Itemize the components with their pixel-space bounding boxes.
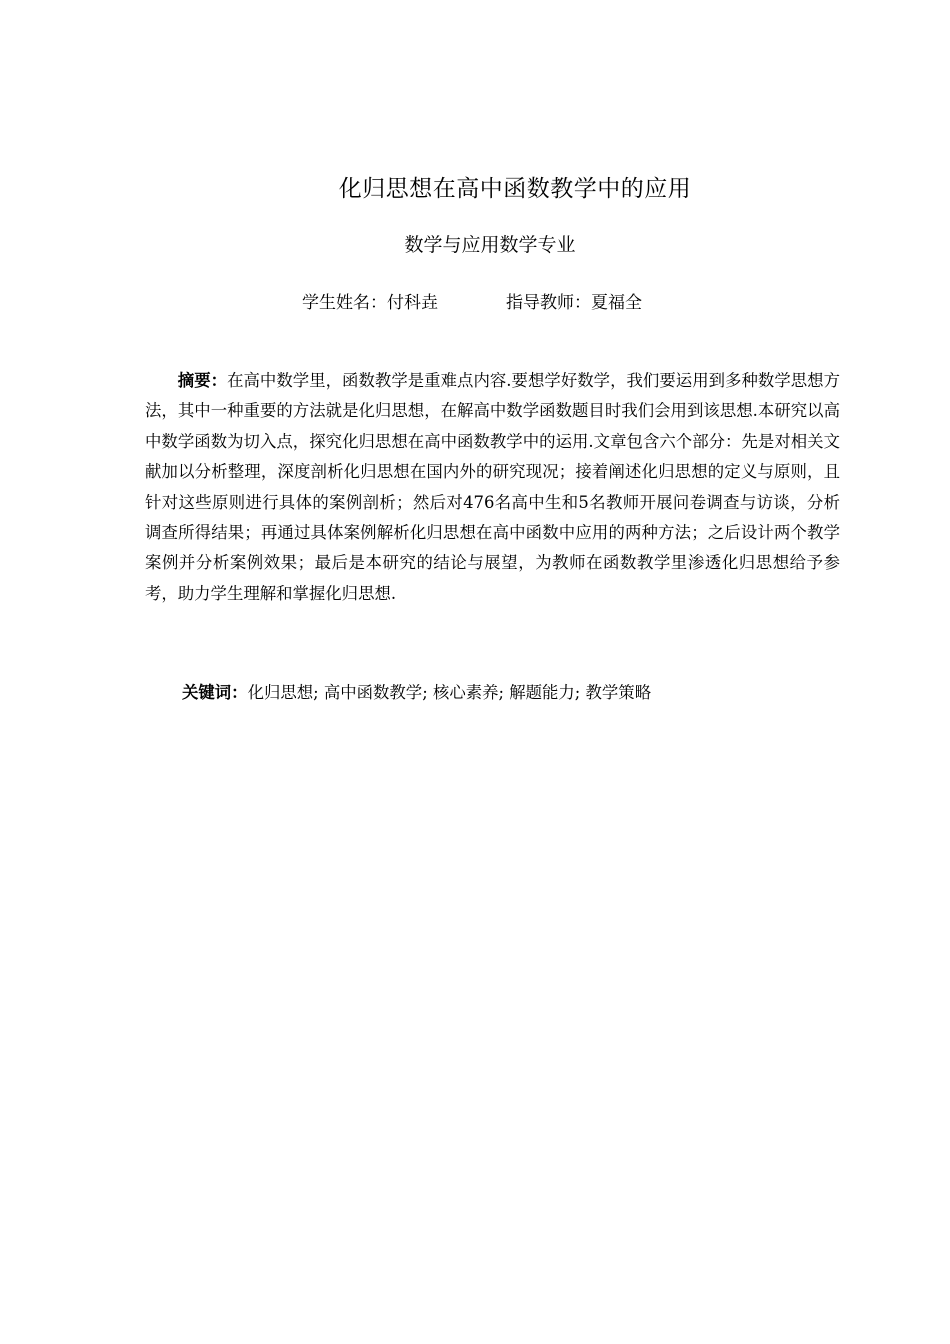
abstract-label: 摘要： [177, 371, 228, 390]
major-subtitle: 数学与应用数学专业 [404, 234, 576, 256]
advisor-name: 夏福全 [591, 293, 642, 313]
advisor-label: 指导教师： [506, 293, 591, 313]
author-line [302, 288, 642, 313]
paper-title: 化归思想在高中函数教学中的应用 [338, 176, 692, 202]
abstract-text: 在高中数学里，函数教学是重难点内容.要想学好数学，我们要运用到多种数学思想方法，其中一种重要的方法就是化归思想，在解高中数学函数题目时我们会用到该思想.本研究以高中数学函数为切入点，探究化归思想在高中函数教学中的运用.文章包含六个部分：先是对相关文献加以分析整理，深度剖析化归思想在国内外的研究现况；接着阐述化归思想的定义与原则，且针对这些原则进行具体的案例剖析；然后对476名高中生和5名教师开展问卷调查与访谈，分析调查所得结果；再通过具体案例解析化归思想在高中函数中应用的两种方法；之后设计两个教学案例并分析案例效果；最后是本研究的结论与展望，为教师在函数教学里渗透化归思想给予参考，助力学生理解和掌握化归思想. [145, 371, 840, 603]
keywords-text: 化归思想; 高中函数教学; 核心素养; 解题能力; 教学策略 [247, 683, 652, 702]
keywords-line [182, 678, 651, 708]
abstract-paragraph [145, 366, 840, 609]
advisor-info [506, 288, 642, 313]
student-label: 学生姓名： [302, 293, 387, 313]
student-name: 付科垚 [387, 293, 438, 313]
student-info [302, 288, 438, 313]
keywords-label: 关键词： [182, 683, 248, 702]
